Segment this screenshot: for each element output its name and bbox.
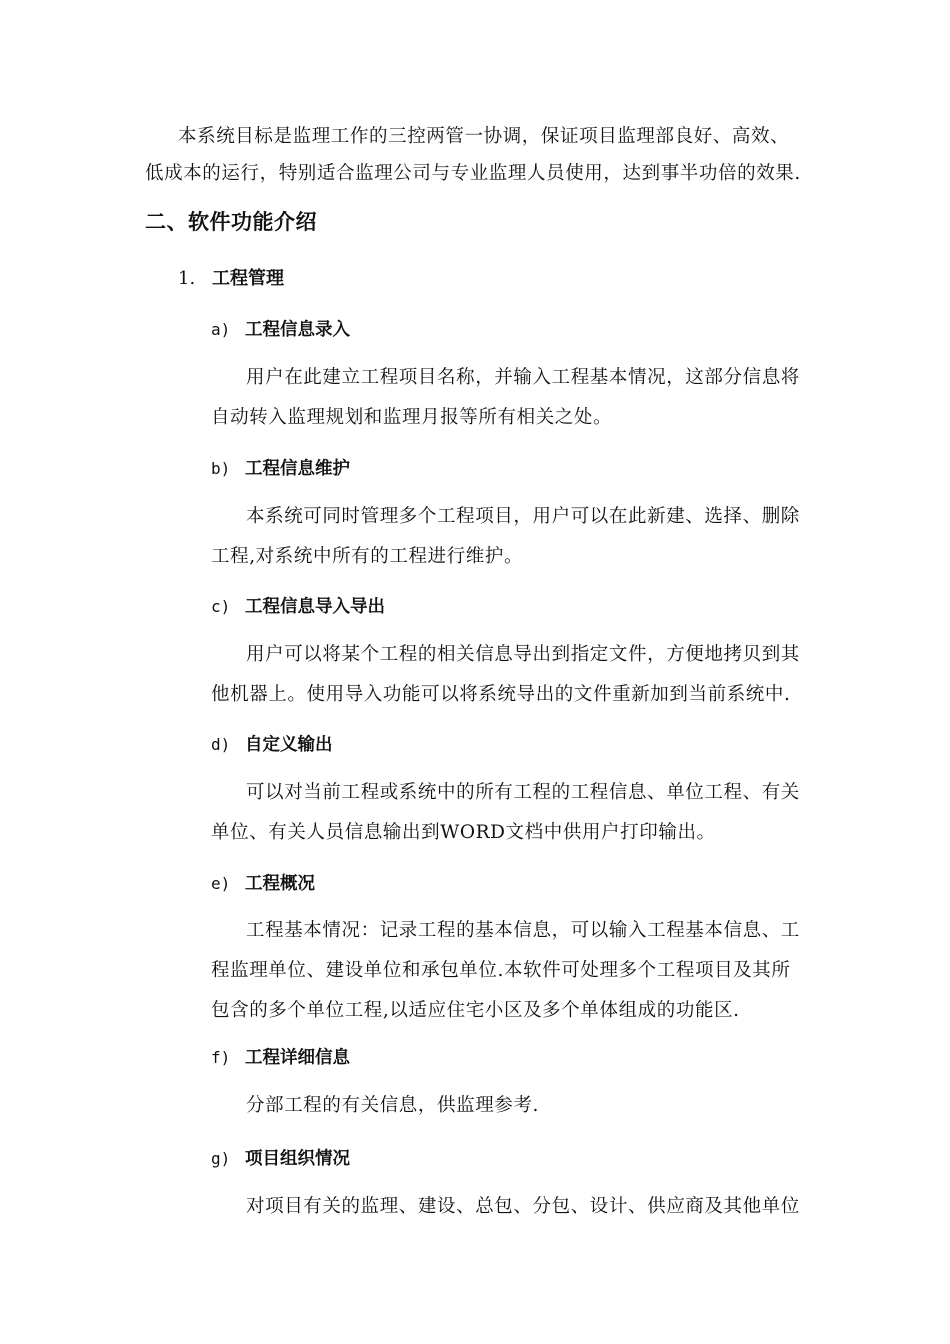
intro-line-1: 本系统目标是监理工作的三控两管一协调，保证项目监理部良好、高效、 xyxy=(178,126,790,147)
item-body-line: 对项目有关的监理、建设、总包、分包、设计、供应商及其他单位 xyxy=(246,1196,800,1217)
item-body-line: 自动转入监理规划和监理月报等所有相关之处。 xyxy=(211,407,613,428)
item-body-c xyxy=(211,635,811,715)
item-body-line: 可以对当前工程或系统中的所有工程的工程信息、单位工程、有关 xyxy=(246,782,800,803)
item-heading-a xyxy=(211,316,350,341)
item-body-b xyxy=(211,497,811,577)
item-letter: e) xyxy=(211,874,231,893)
item-letter: a) xyxy=(211,320,231,339)
item-heading-e xyxy=(211,870,315,895)
item-title: 自定义输出 xyxy=(245,735,333,755)
item-body-line: 他机器上。使用导入功能可以将系统导出的文件重新加到当前系统中. xyxy=(211,684,791,705)
item-body-e xyxy=(211,911,811,1031)
item-letter: f) xyxy=(211,1048,231,1067)
item-body-line: 程监理单位、建设单位和承包单位.本软件可处理多个工程项目及其所 xyxy=(211,960,791,981)
item-title: 工程信息录入 xyxy=(245,320,350,340)
item-heading-b xyxy=(211,455,350,480)
item-heading-d xyxy=(211,731,333,756)
item-body-a xyxy=(211,358,811,438)
item-heading-c xyxy=(211,593,385,618)
subsection-title: 工程管理 xyxy=(212,268,284,289)
item-letter: g) xyxy=(211,1149,231,1168)
subsection-number: 1. xyxy=(178,268,196,289)
item-title: 工程概况 xyxy=(245,874,315,894)
item-body-line: 工程,对系统中所有的工程进行维护。 xyxy=(211,546,524,567)
subsection-heading xyxy=(178,264,284,290)
item-letter: d) xyxy=(211,735,231,754)
item-body-line: 用户在此建立工程项目名称，并输入工程基本情况，这部分信息将 xyxy=(246,367,800,388)
item-body-f xyxy=(211,1086,811,1126)
item-heading-g xyxy=(211,1145,350,1170)
item-body-line: 包含的多个单位工程,以适应住宅小区及多个单体组成的功能区. xyxy=(211,1000,740,1021)
item-body-line: 单位、有关人员信息输出到WORD文档中供用户打印输出。 xyxy=(211,822,716,843)
item-heading-f xyxy=(211,1044,350,1069)
section-heading: 二、软件功能介绍 xyxy=(145,210,317,234)
item-body-d xyxy=(211,773,811,853)
item-body-line: 本系统可同时管理多个工程项目，用户可以在此新建、选择、删除 xyxy=(246,506,800,527)
item-title: 工程信息维护 xyxy=(245,459,350,479)
item-body-line: 分部工程的有关信息，供监理参考. xyxy=(246,1095,539,1116)
item-body-line: 工程基本情况：记录工程的基本信息，可以输入工程基本信息、工 xyxy=(246,920,800,941)
item-letter: c) xyxy=(211,597,231,616)
item-title: 工程详细信息 xyxy=(245,1048,350,1068)
item-title: 项目组织情况 xyxy=(245,1149,350,1169)
intro-line-2: 低成本的运行，特别适合监理公司与专业监理人员使用，达到事半功倍的效果. xyxy=(145,163,801,184)
item-title: 工程信息导入导出 xyxy=(245,597,385,617)
item-letter: b) xyxy=(211,459,231,478)
item-body-g xyxy=(211,1187,811,1227)
item-body-line: 用户可以将某个工程的相关信息导出到指定文件，方便地拷贝到其 xyxy=(246,644,800,665)
